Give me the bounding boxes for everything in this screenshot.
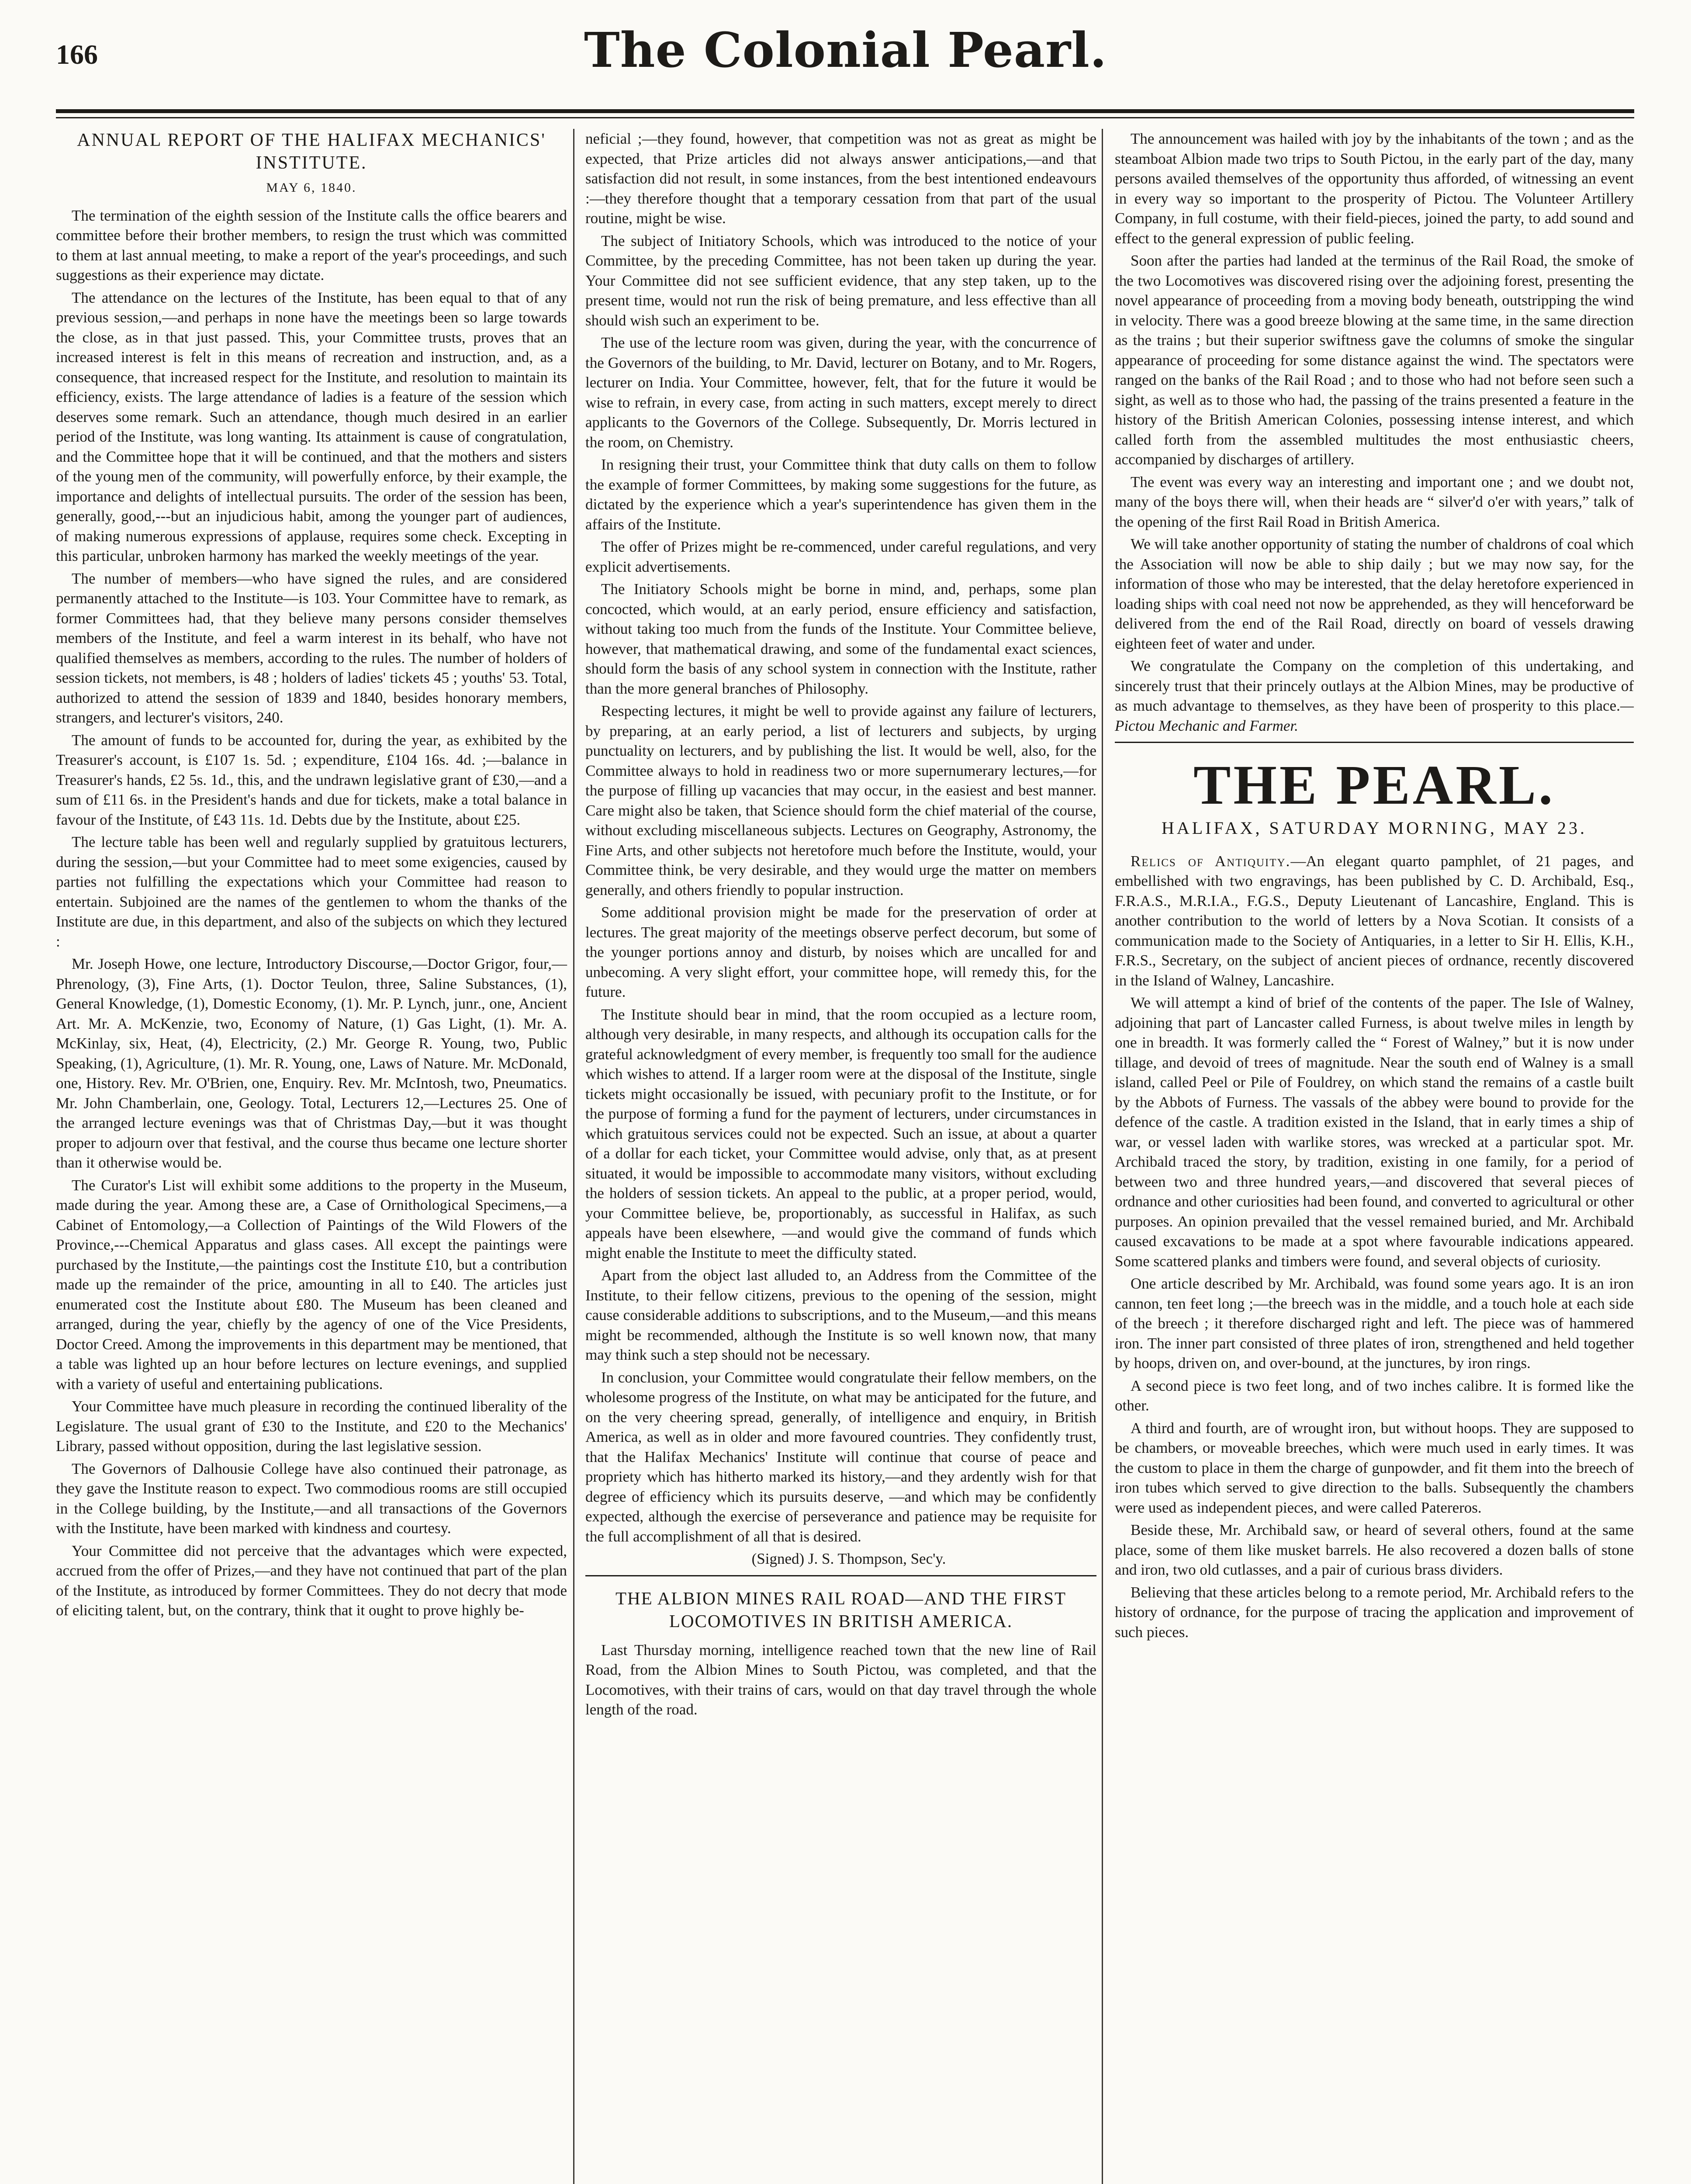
paragraph: The Institute should bear in mind, that the room occupied as a lecture room, although very desirable, in many respects, and although its occupation calls for the grateful acknowledgment of every member, is frequently too small for the audience which wishes to attend. If a larger room were at the disposal of the Institute, single tickets might occasionally be issued, with pecuniary profit to the Institute, or for the purpose of forming a fund for the payment of lecturers, under circumstances in which gratuitous services could not be expected. Such an issue, at about a quarter of a dollar for each ticket, your Committee would advise, only that, as at present situated, it would be impossible to accommodate many visitors, without excluding the holders of session tickets. An appeal to the public, at a proper period, would, your Committee believe, be, proportionably, as successful in Halifax, as such appeals have been elsewhere, —and would give the command of funds which might enable the Institute to meet the difficulty stated.: [585, 1006, 1096, 1261]
paragraph: Soon after the parties had landed at the terminus of the Rail Road, the smoke of the two Locomotives was discovered rising over the adjoining forest, presenting the novel appearance of proceeding from a moving body beneath, outstripping the wind in velocity. There was a good breeze blowing at the same time, in the same direction as the trains ; but their superior swiftness gave the columns of smoke the singular appearance of proceeding for some distance against the wind. The spectators were ranged on the banks of the Rail Road ; and to those who had not before seen such a sight, as well as to those who had, the passing of the trains presented a feature in the history of the British American Colonies, possessing intense interest, and which called forth from the assembled multitudes the most enthusiastic cheers, accompanied by discharges of artillery.: [1115, 252, 1634, 468]
paragraph: Last Thursday morning, intelligence reached town that the new line of Rail Road, from the Albion Mines to South Pictou, was completed, and that the Locomotives, with their trains of cars, would on that day travel through the whole length of the road.: [585, 1641, 1096, 1718]
column-1: [56, 129, 567, 1623]
paragraph: The termination of the eighth session of the Institute calls the office bearers and committee before their brother members, to resign the trust which was committed to them at last annual meeting, to make a report of the year's proceedings, and such suggestions as their experience may dictate.: [56, 207, 567, 283]
paragraph: Respecting lectures, it might be well to provide against any failure of lecturers, by preparing, at an early period, a list of lecturers and subjects, by urging punctuality on lecturers, and by publishing the list. It would be well, also, for the Committee always to hold in readiness two or more supernumerary lectures,—for the purpose of filling up vacancies that may occur, in the easiest and best manner. Care might also be taken, that Science should form the chief material of the course, without excluding miscellaneous subjects. Lectures on Geography, Astronomy, the Fine Arts, and other subjects not heretofore much before the Institute, would, your Committee think, be very desirable, and they would urge the matter on members generally, and others friendly to popular instruction.: [585, 702, 1096, 898]
paragraph-text: —An elegant quarto pamphlet, of 21 pages, and embellished with two engravings, has been published by C. D. Archibald, Esq., F.R.A.S., M.R.I.A., F.G.S., Deputy Lieutenant of Lancashire, England. This is another contribution to the world of letters by a Nova Scotian. It consists of a communication made to the Society of Antiquaries, in a letter to Sir H. Ellis, K.H., F.R.S., Secretary, on the subject of ancient pieces of ordnance, recently discovered in the Island of Walney, Lancashire.: [1115, 852, 1634, 989]
paragraph: Apart from the object last alluded to, an Address from the Committee of the Institute, to their fellow citizens, previous to the opening of the session, might cause considerable additions to subscriptions, and to the Museum,—and this means might be recommended, although the Institute is so well known now, that many may think such a step should not be necessary.: [585, 1267, 1096, 1363]
paragraph: The attendance on the lectures of the Institute, has been equal to that of any previous session,—and perhaps in none have the meetings been so large towards the close, as in that just passed. This, your Committee trusts, proves that an increased interest is felt in this means of recreation and instruction, and, as a consequence, that increased respect for the Institute, and resolution to maintain its efficiency, exists. The large attendance of ladies is a feature of the session which deserves some remark. Such an attendance, though much desired in an earlier period of the Institute, was long wanting. Its attainment is cause of congratulation, and the Committee hope that it will be continued, and that the mothers and sisters of the young men of the community, will powerfully enforce, by their example, the importance and delights of intellectual pursuits. The order of the session has been, generally, good,---but an injudicious habit, among the younger part of audiences, of making numerous expressions of applause, requires some check. Excepting in this particular, unbroken harmony has marked the weekly meetings of the year.: [56, 289, 567, 564]
header-rule: [56, 109, 1634, 113]
paragraph: The Curator's List will exhibit some additions to the property in the Museum, made during the year. Among these are, a Case of Ornithological Specimens,—a Cabinet of Entomology,—a Collection of Paintings of the Wild Flowers of the Province,---Chemical Apparatus and glass cases. All except the paintings were purchased by the Institute,—the paintings cost the Institute £10, but a contribution made up the remainder of the price, amounting in all to £40. The articles just enumerated cost the Institute about £80. The Museum has been cleaned and arranged, during the year, chiefly by the agency of one of the Vice Presidents, Doctor Creed. Among the improvements in this department may be mentioned, that a table was lighted up an hour before lectures on lecture evenings, and supplied with a variety of useful and entertaining publications.: [56, 1176, 567, 1393]
paragraph: neficial ;—they found, however, that competition was not as great as might be expected, that Prize articles did not always answer anticipations,—and that satisfaction did not result, in some instances, from the best intentioned endeavours :—they therefore thought that a temporary cessation from that part of the usual routine, might be wise.: [585, 130, 1096, 227]
paragraph: The event was every way an interesting and important one ; and we doubt not, many of the boys there will, when their heads are “ silver'd o'er with years,” talk of the opening of the first Rail Road in British America.: [1115, 473, 1634, 530]
page-number: 166: [56, 39, 98, 70]
masthead: The Colonial Pearl.: [584, 22, 1107, 78]
paragraph: We will take another opportunity of stating the number of chaldrons of coal which the Association will now be able to ship daily ; but we may now say, for the information of those who may be interested, that the delay heretofore experienced in loading ships with coal need not now be apprehended, as they will henceforward be delivered from the end of the Rail Road, directly on board of vessels drawing eighteen feet of water and under.: [1115, 536, 1634, 652]
paragraph: The subject of Initiatory Schools, which was introduced to the notice of your Committee, by the preceding Committee, has not been taken up during the year. Your Committee did not see sufficient evidence, that any step taken, up to the present time, would not run the risk of being premature, and less effective than all should wish such an experiment to be.: [585, 232, 1096, 329]
paragraph: The lecture table has been well and regularly supplied by gratuitous lecturers, during the session,—but your Committee had to meet some exigencies, caused by parties not fulfilling the expectations which your Committee had reason to entertain. Subjoined are the names of the gentlemen to whom the thanks of the Institute are due, in this department, and also of the subjects on which they lectured :: [56, 833, 567, 950]
paragraph: One article described by Mr. Archibald, was found some years ago. It is an iron cannon, ten feet long ;—the breech was in the middle, and a touch hole at each side of the breech ; it therefore discharged right and left. The piece was of hammered iron. The inner part consisted of three plates of iron, strengthened and held together by hoops, driven on, and over-bound, at the junctures, by iron rings.: [1115, 1275, 1634, 1372]
paragraph: We will attempt a kind of brief of the contents of the paper. The Isle of Walney, adjoining that part of Lancaster called Furness, is about twelve miles in length by one in breadth. It was formerly called the “ Forest of Walney,” but it is now under tillage, and devoid of trees of magnitude. Near the south end of Walney is a small island, called Peel or Pile of Fouldrey, on which stand the remains of a castle built by the Abbots of Furness. The vassals of the abbey were bound to provide for the defence of the castle. A tradition existed in the Island, that in early times a ship of war, or vessel laden with warlike stores, was wrecked at a particular spot. Mr. Archibald traced the story, by tradition, existing in one family, for a period of between two and three hundred years,—and discovered that several pieces of ordnance and other curiosities had been found, and converted to agricultural or other purposes. An opinion prevailed that the vessel remained buried, and Mr. Archibald caused excavations to be made at a spot where favourable indications appeared. Some scattered planks and timbers were found, and several objects of curiosity.: [1115, 994, 1634, 1270]
paragraph: A third and fourth, are of wrought iron, but without hoops. They are supposed to be chambers, or moveable breeches, which were much used in early times. It was the custom to place in them the charge of gunpowder, and fit them into the breech of iron tubes which served to give direction to the balls. Subsequently the chambers were used as independent pieces, and were called Patereros.: [1115, 1419, 1634, 1516]
column-2: [585, 129, 1096, 1722]
paragraph: [1115, 656, 1634, 736]
source-credit: —Pictou Mechanic and Farmer.: [1115, 697, 1634, 734]
section-rule: [585, 1575, 1096, 1576]
paragraph-text: We congratulate the Company on the completion of this undertaking, and sincerely trust that their princely outlays at the Albion Mines, may be productive of as much advantage to themselves, as they have been of prosperity to this place.: [1115, 657, 1634, 714]
paragraph: The offer of Prizes might be re-commenced, under careful regulations, and very explicit advertisements.: [585, 538, 1096, 575]
section-title: THE PEARL.: [1193, 754, 1556, 816]
paragraph: Mr. Joseph Howe, one lecture, Introductory Discourse,—Doctor Grigor, four,—Phrenology, (3), Fine Arts, (1). Doctor Teulon, three, Saline Substances, (1), General Knowledge, (1), Domestic Economy, (1). Mr. P. Lynch, junr., one, Ancient Art. Mr. A. McKenzie, two, Economy of Nature, (1) Gas Light, (1). Mr. A. McKinlay, six, Heat, (4), Electricity, (2.) Mr. George R. Young, two, Public Speaking, (1), Agriculture, (1). Mr. R. Young, one, Laws of Nature. Mr. McDonald, one, History. Rev. Mr. O'Brien, one, Enquiry. Rev. Mr. McIntosh, two, Pneumatics. Mr. John Chamberlain, one, Geology. Total, Lecturers 12,—Lectures 25. One of the arranged lecture evenings was that of Christmas Day,—but it was thought proper to adjourn over that festival, and the course thus became one lecture shorter than it otherwise would be.: [56, 955, 567, 1171]
article-lead: Relics of Antiquity.: [1131, 852, 1291, 870]
paragraph: Believing that these articles belong to a remote period, Mr. Archibald refers to the history of ordnance, for the purpose of tracing the application and improvement of such pieces.: [1115, 1583, 1634, 1641]
paragraph: Beside these, Mr. Archibald saw, or heard of several others, found at the same place, some of them like musket barrels. He also recovered a dozen balls of stone and iron, two old cutlasses, and a pair of curious brass dividers.: [1115, 1521, 1634, 1578]
paragraph: Some additional provision might be made for the preservation of order at lectures. The great majority of the meetings observe perfect decorum, but some of the younger portions annoy and disturb, by noises which are uncalled for and unbecoming. A very slight effort, your committee hope, will remedy this, for the future.: [585, 904, 1096, 1000]
column-3: [1115, 129, 1634, 1645]
paragraph: A second piece is two feet long, and of two inches calibre. It is formed like the other.: [1115, 1377, 1634, 1414]
paragraph: The amount of funds to be accounted for, during the year, as exhibited by the Treasurer's account, is £107 1s. 5d. ; expenditure, £104 16s. 4d. ;—balance in Treasurer's hands, £2 5s. 1d., this, and the undrawn legislative grant of £30,—and a sum of £11 6s. in the President's hands and due for tickets, make a total balance in favour of the Institute, of £43 11s. 1d. Debts due by the Institute, about £25.: [56, 731, 567, 828]
paragraph: The announcement was hailed with joy by the inhabitants of the town ; and as the steamboat Albion made two trips to South Pictou, in the early part of the day, many persons availed themselves of the opportunity thus afforded, of witnessing an event in every way so important to the prosperity of Pictou. The Volunteer Artillery Company, in full costume, with their field-pieces, joined the party, to add sound and effect to the general expression of public feeling.: [1115, 130, 1634, 247]
column-divider: [1102, 129, 1103, 2184]
paragraph: The Initiatory Schools might be borne in mind, and, perhaps, some plan concocted, which would, at an early period, ensure efficiency and satisfaction, without taking too much from the funds of the Institute. Your Committee believe, however, that mathematical drawing, and some of the fundamental exact sciences, should form the basis of any school system in connection with the Institute, rather than the more general branches of Philosophy.: [585, 581, 1096, 697]
paragraph: The Governors of Dalhousie College have also continued their patronage, as they gave the Institute reason to expect. Two commodious rooms are still occupied in the College building, by the Institute,—and all transactions of the Governors with the Institute, have been marked with kindness and courtesy.: [56, 1460, 567, 1537]
column-divider: [573, 129, 574, 2184]
paragraph: The use of the lecture room was given, during the year, with the concurrence of the Governors of the building, to Mr. David, lecturer on Botany, and to Mr. Rogers, lecturer on India. Your Committee, however, felt, that for the future it would be wise to refrain, in every case, from acting in such matters, except merely to direct applicants to the Governors of the College. Subsequently, Dr. Morris lectured in the room, on Chemistry.: [585, 334, 1096, 451]
article-title: ANNUAL REPORT OF THE HALIFAX MECHANICS' INSTITUTE.: [77, 130, 546, 173]
section-rule: [1115, 742, 1634, 743]
header-rule-thin: [56, 117, 1634, 118]
paragraph: The number of members—who have signed the rules, and are considered permanently attached to the Institute—is 103. Your Committee have to remark, as former Committees had, that they believe many persons consider themselves members of the Institute, and feel a warm interest in its behalf, who have not qualified themselves as members, according to the rules. The number of holders of session tickets, not members, is 48 ; holders of ladies' tickets 45 ; youths' 53. Total, authorized to attend the session of 1839 and 1840, besides honorary members, strangers, and lecturer's visitors, 240.: [56, 570, 567, 726]
paragraph: In conclusion, your Committee would congratulate their fellow members, on the wholesome progress of the Institute, on what may be anticipated for the future, and on the very cheering spread, generally, of intelligence and enquiry, in British America, as well as in older and more favoured countries. They confidently trust, that the Halifax Mechanics' Institute will continue that course of peace and propriety which has hitherto marked its history,—and they ardently wish for that degree of efficiency which its pursuits deserve, —and which may be confidently expected, although the exercise of perseverance and patience may be requisite for the full accomplishment of all that is desired.: [585, 1368, 1096, 1545]
dateline: HALIFAX, SATURDAY MORNING, MAY 23.: [1161, 818, 1587, 838]
article-title: THE ALBION MINES RAIL ROAD—AND THE FIRST LOCOMOTIVES IN BRITISH AMERICA.: [615, 1588, 1067, 1631]
paragraph: In resigning their trust, your Committee think that duty calls on them to follow the example of former Committees, by making some suggestions for the future, as dictated by the experience which a year's superintendence has given them in the affairs of the Institute.: [585, 456, 1096, 533]
paragraph: Your Committee did not perceive that the advantages which were expected, accrued from the offer of Prizes,—and they have not continued that part of the plan of the Institute, as introduced by former Committees. They do not decry that mode of eliciting talent, but, on the contrary, think that it ought to prove highly be-: [56, 1542, 567, 1619]
signature-line: (Signed) J. S. Thompson, Sec'y.: [751, 1550, 946, 1567]
article-date: MAY 6, 1840.: [266, 180, 357, 195]
paragraph: [1115, 851, 1634, 991]
paragraph: Your Committee have much pleasure in recording the continued liberality of the Legislature. The usual grant of £30 to the Institute, and £20 to the Mechanics' Library, passed without opposition, during the last legislative session.: [56, 1398, 567, 1455]
